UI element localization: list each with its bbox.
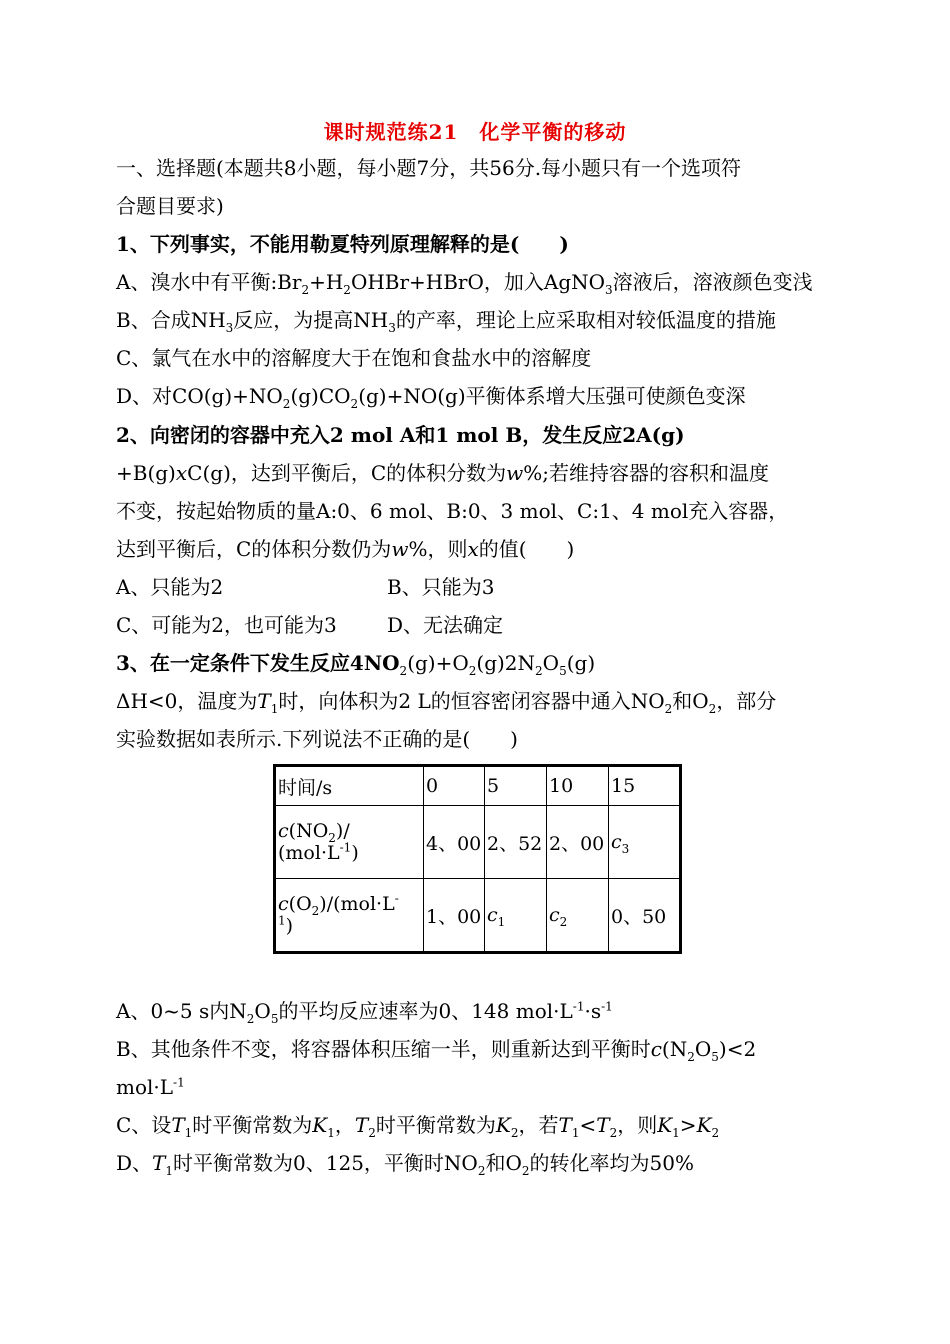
question-3-stem-line2: ΔH<0，温度为$T_1$时，向体积为2 L的恒容密闭容器中通入$NO_2$和$O_2$，部分 bbox=[116, 689, 777, 716]
question-1-stem: 1、下列事实，不能用勒夏特列原理解释的是( ) bbox=[116, 232, 569, 256]
question-3-option-a: A、0~5 s内$N_2O_5$的平均反应速率为0、148 $mol\cdot L^{-1}\cdot s^{-1}$ bbox=[116, 999, 613, 1026]
table-cell: $c_1$ bbox=[485, 879, 547, 953]
section-heading-line1: 一、选择题(本题共8小题，每小题7分，共56分.每小题只有一个选项符 bbox=[116, 156, 742, 180]
question-1-option-d: D、对$CO(g)+NO_2(g)CO_2(g)+NO(g)$平衡体系增大压强可使颜色变深 bbox=[116, 384, 746, 411]
question-2-option-d: D、无法确定 bbox=[387, 613, 504, 637]
table-cell: $c_2$ bbox=[547, 879, 609, 953]
question-2-stem-line1: 2、向密闭的容器中充入2 mol A和1 mol B，发生反应2A(g) bbox=[116, 423, 685, 447]
table-cell: 2、00 bbox=[547, 806, 609, 879]
question-3-option-b-line1: B、其他条件不变，将容器体积压缩一半，则重新达到平衡时$c(N_2O_5)<2$ bbox=[116, 1037, 757, 1064]
question-2-stem-line2: +B(g)xC(g)，达到平衡后，C的体积分数为w%;若维持容器的容积和温度 bbox=[116, 461, 770, 485]
question-2-option-b: B、只能为3 bbox=[387, 575, 495, 599]
table-header-cell: 5 bbox=[485, 766, 547, 806]
question-3-option-c: C、设$T_1$时平衡常数为$K_1$，$T_2$时平衡常数为$K_2$，若$T_1<T_2$，则$K_1>K_2$ bbox=[116, 1113, 720, 1140]
question-3-stem-line3: 实验数据如表所示.下列说法不正确的是( ) bbox=[116, 727, 518, 751]
table-cell: 1、00 bbox=[424, 879, 485, 953]
question-3-option-b-line2: $mol\cdot L^{-1}$ bbox=[116, 1075, 185, 1099]
table-header-cell: 0 bbox=[424, 766, 485, 806]
table-cell: $c_3$ bbox=[609, 806, 681, 879]
question-2-option-a: A、只能为2 bbox=[116, 575, 224, 599]
section-heading-line2: 合题目要求) bbox=[116, 194, 224, 218]
table-row-label: $c(O_2)/(mol\cdot L^-$ $^1$) bbox=[275, 879, 424, 953]
table-header-row bbox=[275, 766, 681, 806]
table-row bbox=[275, 879, 681, 953]
table-cell: 4、00 bbox=[424, 806, 485, 879]
question-1-option-c: C、氯气在水中的溶解度大于在饱和食盐水中的溶解度 bbox=[116, 346, 592, 370]
question-1-option-a: A、溴水中有平衡$:Br_2+H_2OHBr+HBrO$，加入AgNO$_3$溶液后，溶液颜色变浅 bbox=[116, 270, 813, 297]
question-1-option-b: B、合成$NH_3$反应，为提高$NH_3$的产率，理论上应采取相对较低温度的措施 bbox=[116, 308, 776, 335]
table-cell: 2、52 bbox=[485, 806, 547, 879]
table-header-cell: 15 bbox=[609, 766, 681, 806]
question-2-stem-line4: 达到平衡后，C的体积分数仍为w%，则x的值( ) bbox=[116, 537, 575, 561]
table-cell: 0、50 bbox=[609, 879, 681, 953]
table-header-cell: 时间/s bbox=[275, 766, 424, 806]
page-title: 课时规范练21 化学平衡的移动 bbox=[323, 120, 627, 144]
table-row-label: $c(NO_2)/$ $(mol\cdot L^{-1})$ bbox=[275, 806, 424, 879]
table-row bbox=[275, 806, 681, 879]
experiment-data-table bbox=[273, 764, 682, 954]
question-2-option-c: C、可能为2，也可能为3 bbox=[116, 613, 337, 637]
question-2-stem-line3: 不变，按起始物质的量A:0、6 mol、B:0、3 mol、C:1、4 mol充入容器， bbox=[116, 499, 789, 523]
question-3-stem-line1: 3、在一定条件下发生反应$4NO_2(g)+O_2(g)2N_2O_5(g)$ bbox=[116, 651, 596, 678]
question-3-option-d: D、$T_1$时平衡常数为0、125，平衡时$NO_2$和$O_2$的转化率均为50% bbox=[116, 1151, 694, 1178]
table-header-cell: 10 bbox=[547, 766, 609, 806]
